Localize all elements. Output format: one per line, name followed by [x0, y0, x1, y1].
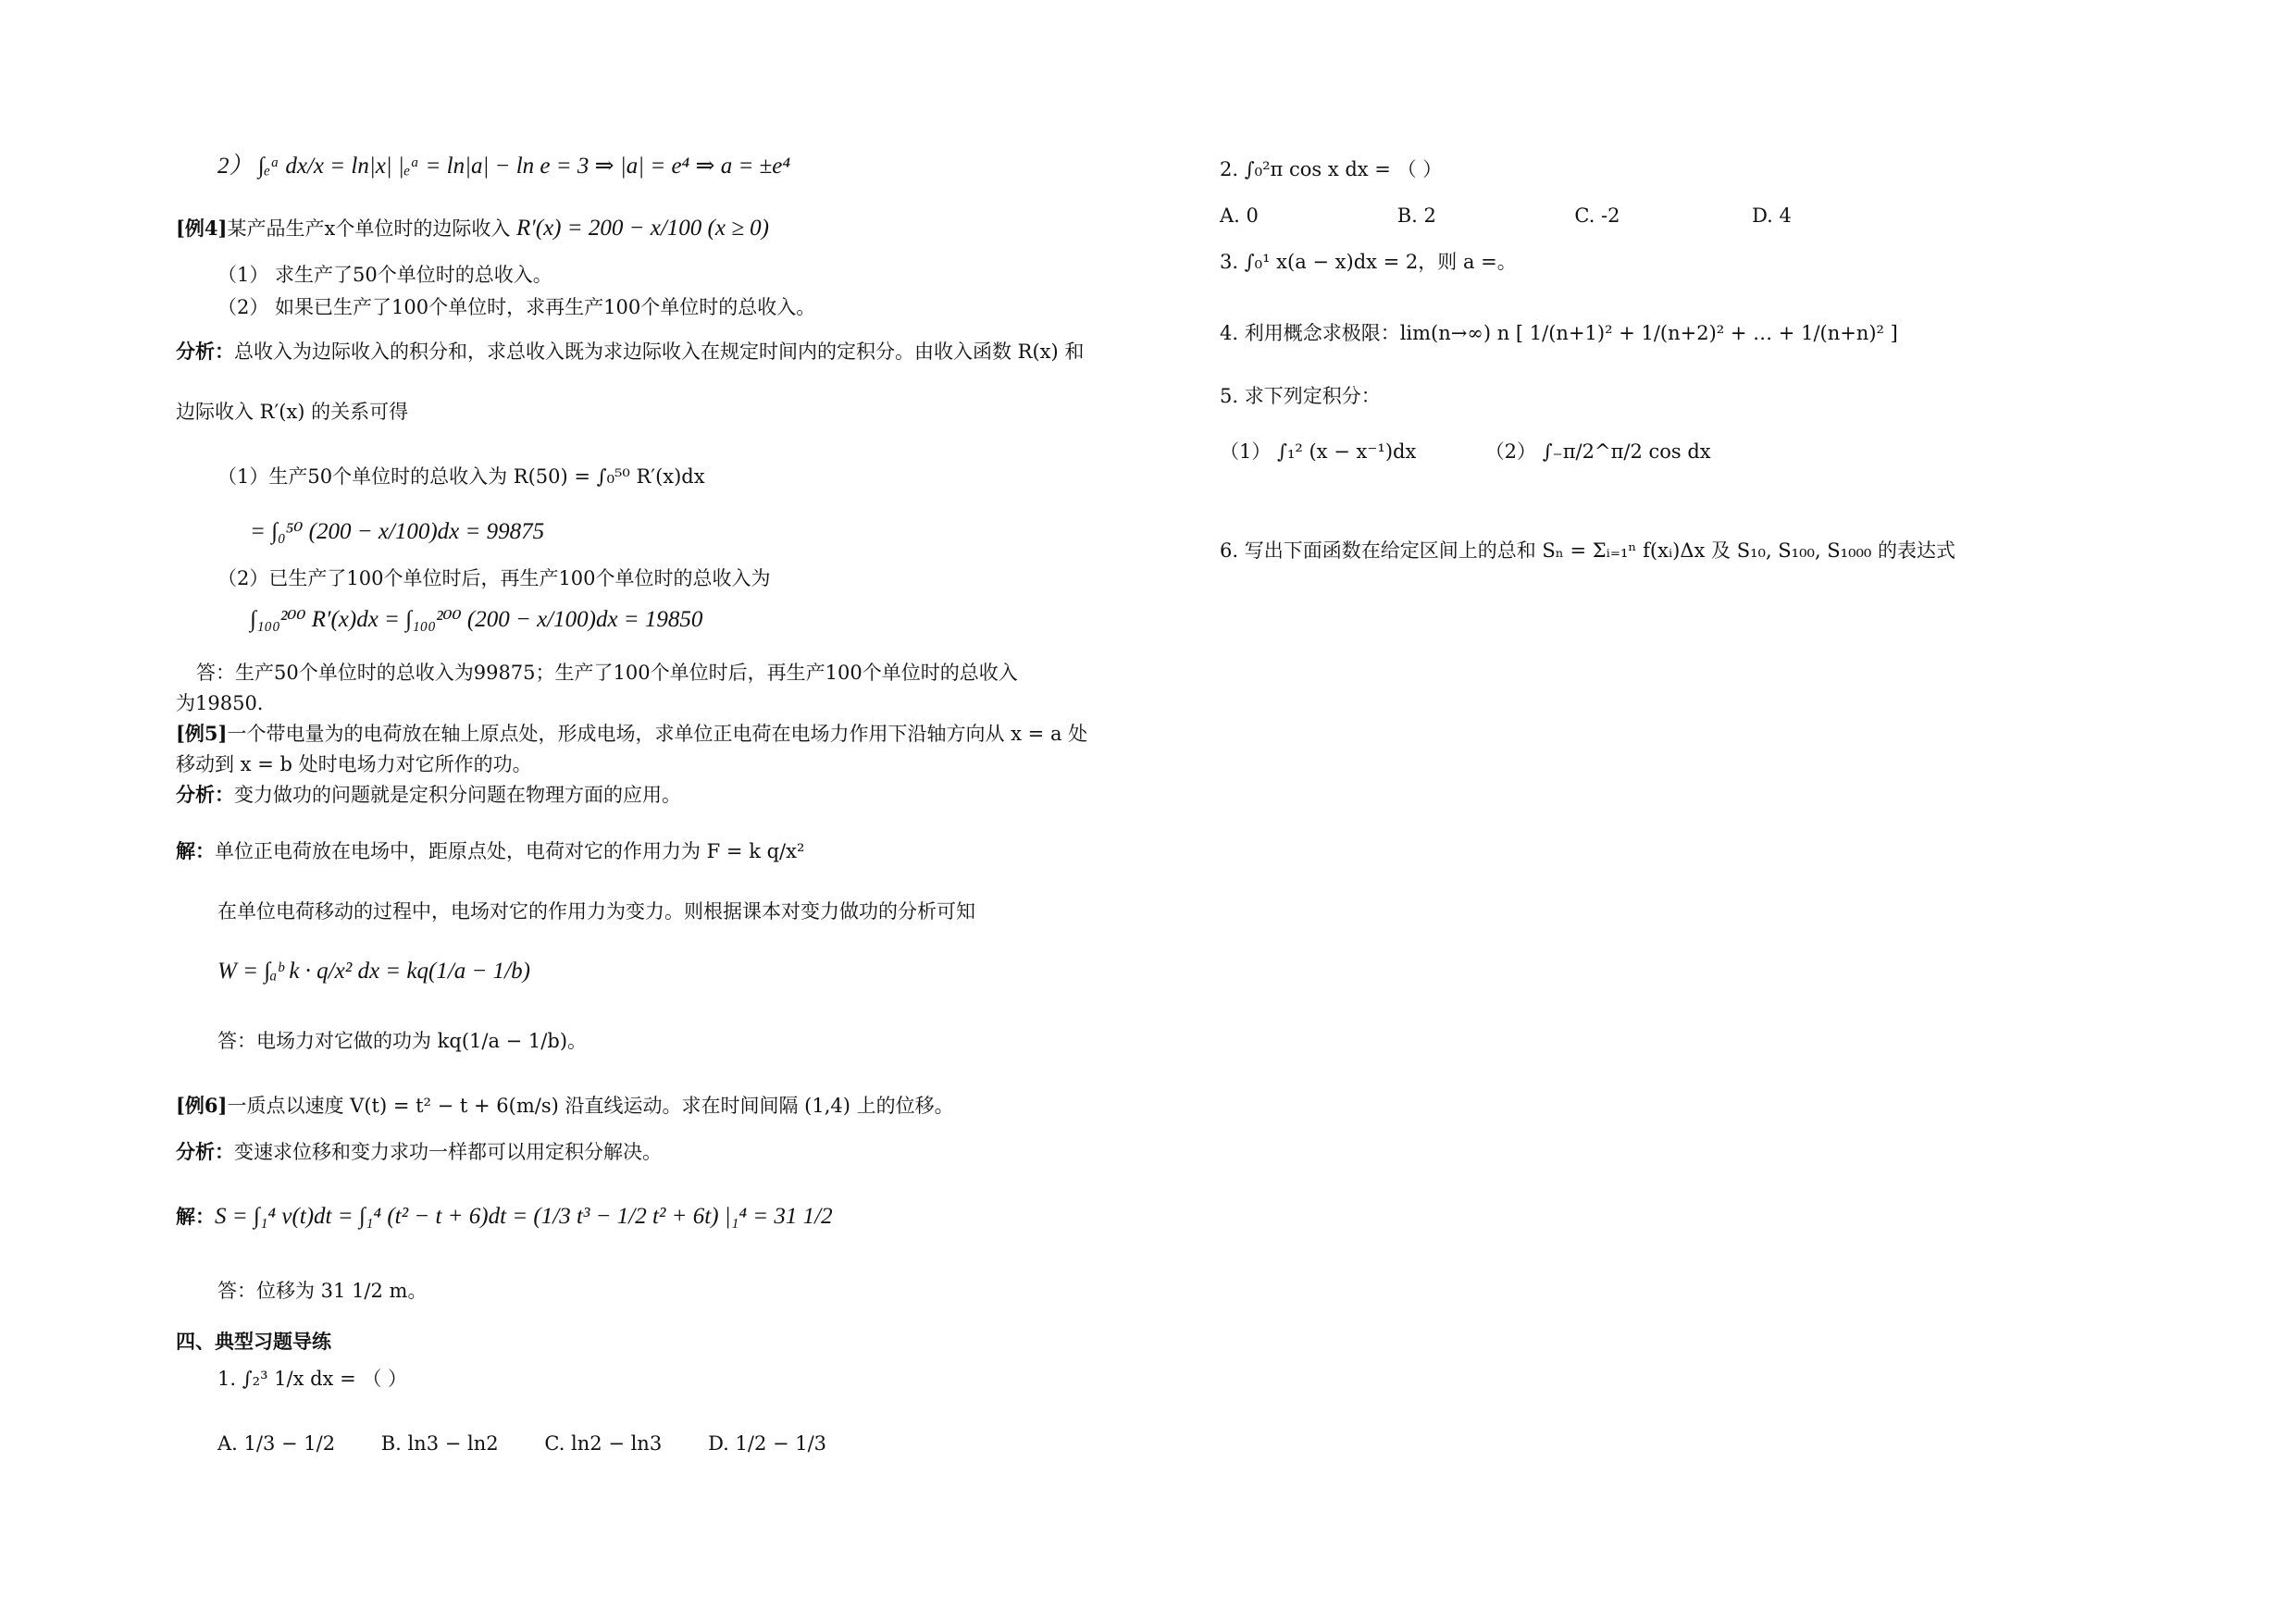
example5-heading	[176, 720, 1087, 748]
example4-text: 某产品生产x个单位时的边际收入	[227, 217, 511, 240]
analysis-1-text: 总收入为边际收入的积分和，求总收入既为求边际收入在规定时间内的定积分。由收入函数 R(x) 和	[234, 341, 1085, 363]
solution5	[176, 837, 804, 865]
analysis-3-text: 变速求位移和变力求功一样都可以用定积分解决。	[234, 1141, 662, 1163]
practice-question-1: 1. ∫₂³ 1/x dx = （ ）	[217, 1368, 408, 1390]
example4-question-2: （2） 如果已生产了100个单位时，求再生产100个单位时的总收入。	[217, 296, 816, 318]
q5-part-2: （2） ∫₋π/2^π/2 cos dx	[1484, 440, 1711, 463]
example6-label: [例6]	[176, 1094, 228, 1117]
answer4-line2: 为19850.	[176, 692, 264, 714]
solution6	[176, 1203, 833, 1231]
example4-question-1: （1） 求生产了50个单位时的总收入。	[217, 264, 552, 286]
option-a: A. 1/3 − 1/2	[217, 1432, 336, 1455]
solution4-step1-integral: = ∫₀⁵⁰ (200 − x/100)dx = 99875	[250, 519, 545, 544]
option-d: D. 4	[1752, 204, 1792, 227]
example5-label: [例5]	[176, 722, 228, 745]
practice-question-5-parts	[1220, 438, 1711, 465]
example4-label: [例4]	[176, 217, 228, 240]
analysis-3	[176, 1138, 662, 1166]
solution5-work-integral: W = ∫ₐᵇ k · q/x² dx = kq(1/a − 1/b)	[217, 959, 530, 984]
practice-question-6: 6. 写出下面函数在给定区间上的总和 Sₙ = Σᵢ₌₁ⁿ f(xᵢ)Δx 及 S₁₀, S₁₀₀, S₁₀₀₀ 的表达式	[1220, 539, 1956, 562]
analysis-3-label: 分析：	[176, 1140, 234, 1163]
answer6: 答：位移为 31 1/2 m。	[217, 1280, 428, 1302]
practice-question-2-options	[1220, 202, 1923, 229]
analysis-2	[176, 781, 681, 809]
option-d: D. 1/2 − 1/3	[708, 1432, 827, 1455]
example3-part2-solution: 2） ∫ₑᵃ dx/x = ln|x| |ₑᵃ = ln|a| − ln e = 3 ⇒ |a| = e⁴ ⇒ a = ±e⁴	[217, 154, 791, 179]
solution6-text: S = ∫₁⁴ v(t)dt = ∫₁⁴ (t² − t + 6)dt = (1/3 t³ − 1/2 t² + 6t) |₁⁴ = 31 1/2	[215, 1204, 833, 1229]
solution5-text: 单位正电荷放在电场中，距原点处，电荷对它的作用力为 F = k q/x²	[215, 840, 805, 862]
solution6-label: 解：	[176, 1205, 215, 1228]
answer4-line1: 答：生产50个单位时的总收入为99875；生产了100个单位时后，再生产100个单位时的总收入	[196, 662, 1018, 684]
practice-question-4: 4. 利用概念求极限：lim(n→∞) n [ 1/(n+1)² + 1/(n+2)² + … + 1/(n+n)² ]	[1220, 322, 1898, 344]
practice-question-3: 3. ∫₀¹ x(a − x)dx = 2，则 a =。	[1220, 251, 1517, 273]
practice-question-5: 5. 求下列定积分：	[1220, 385, 1381, 407]
solution5-explanation: 在单位电荷移动的过程中，电场对它的作用力为变力。则根据课本对变力做功的分析可知	[217, 900, 975, 923]
practice-question-2: 2. ∫₀²π cos x dx = （ ）	[1220, 158, 1443, 180]
solution4-step1: （1）生产50个单位时的总收入为 R(50) = ∫₀⁵⁰ R′(x)dx	[217, 465, 705, 488]
option-c: C. ln2 − ln3	[544, 1432, 663, 1455]
example5-continued: 移动到 x = b 处时电场力对它所作的功。	[176, 753, 532, 775]
practice-question-1-options	[176, 1430, 865, 1457]
section4-heading: 四、典型习题导练	[176, 1330, 331, 1353]
analysis-1	[176, 338, 1084, 365]
option-b: B. 2	[1396, 204, 1436, 227]
option-b: B. ln3 − ln2	[380, 1432, 499, 1455]
example4-formula: R′(x) = 200 − x/100 (x ≥ 0)	[516, 216, 770, 241]
answer5: 答：电场力对它做的功为 kq(1/a − 1/b)。	[217, 1030, 588, 1052]
analysis-2-label: 分析：	[176, 783, 234, 806]
example5-text: 一个带电量为的电荷放在轴上原点处，形成电场，求单位正电荷在电场力作用下沿轴方向从 x = a 处	[227, 723, 1088, 745]
analysis-2-text: 变力做功的问题就是定积分问题在物理方面的应用。	[234, 784, 681, 806]
example6-text: 一质点以速度 V(t) = t² − t + 6(m/s) 沿直线运动。求在时间间隔 (1,4) 上的位移。	[227, 1095, 954, 1117]
solution4-step2-integral: ∫₁₀₀²⁰⁰ R′(x)dx = ∫₁₀₀²⁰⁰ (200 − x/100)dx = 19850	[250, 607, 703, 632]
example6-heading	[176, 1092, 954, 1120]
q5-part-1: （1） ∫₁² (x − x⁻¹)dx	[1220, 440, 1417, 463]
option-c: C. -2	[1574, 204, 1620, 227]
option-a: A. 0	[1220, 204, 1259, 227]
example4-heading	[176, 215, 769, 242]
analysis-1-continued: 边际收入 R′(x) 的关系可得	[176, 401, 409, 423]
solution4-step2: （2）已生产了100个单位时后，再生产100个单位时的总收入为	[217, 567, 771, 589]
analysis-1-label: 分析：	[176, 340, 234, 363]
solution5-label: 解：	[176, 839, 215, 862]
